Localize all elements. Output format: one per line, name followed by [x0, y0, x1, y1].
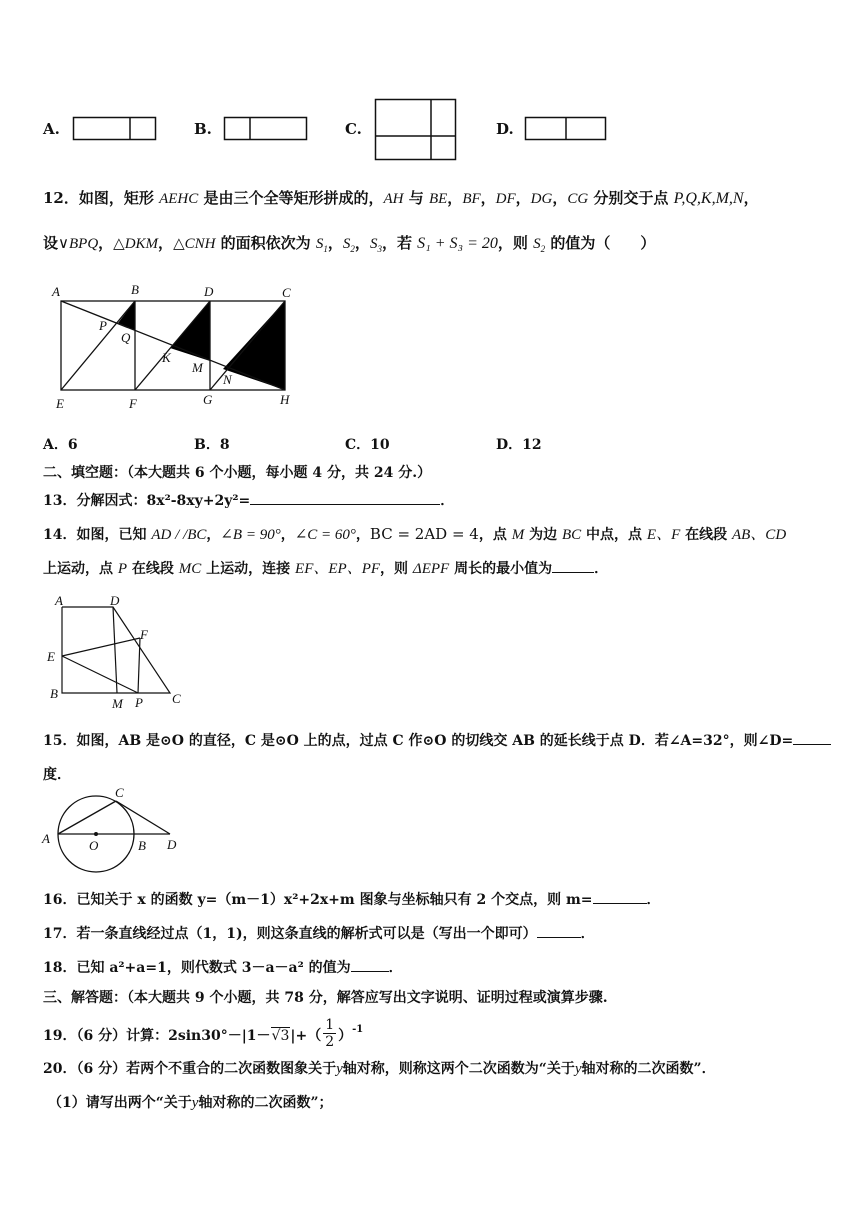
q12-text: 如图，矩形 — [78, 189, 160, 207]
q14-angle-b: ∠B = 90° — [220, 527, 281, 543]
q14-label-b: B — [50, 686, 58, 701]
q12-number: 12． — [43, 189, 79, 207]
q14-label-c: C — [172, 691, 181, 706]
q12-label-h: H — [280, 392, 290, 407]
q12-label-n: N — [223, 372, 232, 387]
q12-text: ，若 — [381, 234, 418, 252]
q20-y: y — [336, 1061, 343, 1077]
q14-label-a: A — [55, 593, 63, 608]
q12-text: 的面积依次为 — [215, 234, 316, 252]
q14-text: ，点 — [478, 527, 512, 543]
q12-label-c: C — [282, 285, 291, 300]
q12-option-b: B．8 — [194, 437, 230, 453]
q14-p: P — [117, 561, 128, 577]
section-2-heading: 二、填空题：（本大题共 6 个小题，每小题 4 分，共 24 分.） — [43, 465, 432, 481]
q14-ab-cd: AB、CD — [731, 527, 787, 543]
q15-text: 15．如图，AB 是⊙O 的直径，C 是⊙O 上的点，过点 C 作⊙O 的切线交 AB 的延长线于点 D．若∠A=32°，则∠D= — [43, 733, 794, 749]
q11-option-b-label: B. — [194, 120, 212, 138]
q12-text: ， — [480, 189, 496, 207]
q20-text: 轴对称，则称这两个二次函数为“关于 — [342, 1061, 575, 1077]
q12-label-b: B — [131, 282, 139, 297]
q12-text: ， — [447, 189, 463, 207]
q14-bc2: BC — [561, 527, 582, 543]
q12-text: ， — [158, 234, 174, 252]
q12-cnh: △CNH — [173, 236, 216, 252]
q19-text: 19．（6 分）计算：2sin30°－|1－ — [43, 1027, 271, 1044]
q12-dkm: △DKM — [113, 236, 159, 252]
q12-label-e: E — [56, 396, 64, 411]
q14-text: 上运动，连接 — [201, 561, 296, 577]
q20-text: （1）请写出两个“关于 — [48, 1095, 192, 1111]
q14-m: M — [511, 527, 525, 543]
q14-text: ， — [355, 527, 370, 543]
q20-text: 轴对称的二次函数”． — [581, 1061, 716, 1077]
q14-angle-c: ∠C = 60° — [294, 527, 356, 543]
q12-label-f: F — [129, 396, 137, 411]
q15-label-a: A — [42, 831, 50, 846]
q14-text: ， — [280, 527, 295, 543]
q12-s1: $S_1$ — [315, 236, 328, 254]
q12-text: 设 — [43, 234, 59, 252]
q12-label-m: M — [192, 360, 203, 375]
q14-text: 在线段 — [127, 561, 179, 577]
q12-option-c: C．10 — [345, 437, 390, 453]
q12-text: ， — [354, 234, 370, 252]
q18-end: ． — [388, 960, 403, 976]
q11-option-c-label: C. — [345, 120, 362, 138]
q13-text: 13．分解因式：8x²-8xy+2y²= — [43, 493, 251, 509]
q18-answer-blank[interactable] — [351, 970, 389, 972]
q12-text: 分别交于点 — [588, 189, 674, 207]
q12-be: BE — [428, 191, 448, 207]
q14-label-f: F — [140, 627, 148, 642]
q12-text: ， — [743, 189, 759, 207]
q12-points: P,Q,K,M,N — [673, 190, 744, 207]
q17-text: 17．若一条直线经过点（1，1)，则这条直线的解析式可以是（写出一个即可） — [43, 926, 537, 942]
q12-option-a: A．6 — [43, 437, 78, 453]
q18 — [43, 957, 403, 977]
q16 — [43, 889, 661, 909]
q12-text: ， — [515, 189, 531, 207]
q14-segments: EF、EP、PF — [295, 561, 381, 577]
q12-text: 的值为（ ） — [545, 234, 656, 252]
q12-ah: AH — [383, 191, 404, 207]
q12-option-d: D．12 — [496, 437, 542, 453]
q19-text: |+（ — [290, 1027, 322, 1044]
q12-text: ， — [98, 234, 114, 252]
q17 — [43, 923, 595, 943]
q12-text: ， — [327, 234, 343, 252]
q13-end: ． — [440, 493, 455, 509]
q16-text: 16．已知关于 x 的函数 y=（m－1）x²+2x+m 图象与坐标轴只有 2 个交点，则 m= — [43, 892, 593, 908]
q12-label-k: K — [162, 350, 171, 365]
q12-label-q: Q — [121, 330, 131, 345]
q17-answer-blank[interactable] — [537, 936, 581, 938]
q12-label-g: G — [203, 392, 213, 407]
q20-y: y — [574, 1061, 582, 1077]
q14-text: 周长的最小值为 — [449, 561, 553, 577]
q14-text: 上运动，点 — [43, 561, 118, 577]
q15-line2: 度． — [43, 767, 71, 783]
q14-text: 在线段 — [680, 527, 732, 543]
q11-option-a-label: A. — [43, 120, 60, 138]
q12-s2: $S_2$ — [342, 236, 355, 254]
q14-text: ，则 — [380, 561, 413, 577]
q17-end: ． — [580, 926, 595, 942]
q14-text: 中点，点 — [581, 527, 647, 543]
q14-text: ， — [206, 527, 221, 543]
q20-sub1 — [48, 1092, 333, 1112]
q11-option-d-label: D. — [496, 120, 514, 138]
q14-ad-bc: AD / /BC — [151, 527, 207, 543]
q12-dg: DG — [530, 191, 553, 207]
q12-equation: S₁ + S₃ = 20 — [417, 235, 498, 252]
q15-label-b: B — [138, 838, 146, 853]
q19-exponent: -1 — [352, 1023, 364, 1035]
q12-s2b: $S_2$ — [533, 236, 546, 254]
q14-label-m: M — [112, 696, 123, 711]
q12-label-a: A — [52, 284, 60, 299]
q14-ef: E、F — [646, 527, 681, 543]
q19 — [43, 1017, 363, 1053]
q14-label-d: D — [110, 593, 120, 608]
q19-fraction: $\frac{1}{2}$ — [325, 1017, 335, 1050]
q14-bc: BC = 2AD = 4 — [369, 525, 479, 543]
q12-text: 与 — [403, 189, 429, 207]
q14-label-e: E — [47, 649, 55, 664]
q14-label-p: P — [135, 695, 143, 710]
q16-answer-blank[interactable] — [593, 902, 647, 904]
q12-label-d: D — [204, 284, 214, 299]
q12-df: DF — [495, 191, 516, 207]
q18-text: 18．已知 a²+a=1，则代数式 3－a－a² 的值为 — [43, 960, 351, 976]
q20-text: 20．（6 分）若两个不重合的二次函数图象关于 — [43, 1061, 337, 1077]
q14-mc: MC — [178, 561, 202, 577]
q20-y: y — [191, 1095, 199, 1111]
q12-bpq: ∨BPQ — [58, 236, 99, 252]
q12-s3: $S_3$ — [369, 236, 382, 254]
q14-text: 为边 — [524, 527, 562, 543]
q16-end: ． — [646, 892, 661, 908]
q15-label-c: C — [115, 785, 124, 800]
q12-text: ，则 — [497, 234, 534, 252]
q12-aehc: AEHC — [159, 191, 199, 207]
q14-end: ． — [594, 561, 609, 577]
q12-text: 是由三个全等矩形拼成的， — [198, 189, 384, 207]
q19-text: ） — [338, 1027, 353, 1044]
q14-triangle: ΔEPF — [412, 561, 450, 577]
q20-line1 — [43, 1058, 716, 1078]
q15-label-o: O — [89, 838, 99, 853]
q14-text: 14．如图，已知 — [43, 527, 152, 543]
q19-sqrt: √3 — [271, 1027, 290, 1044]
q12-label-p: P — [99, 318, 107, 333]
q12-cg: CG — [567, 191, 589, 207]
q20-text: 轴对称的二次函数”； — [198, 1095, 333, 1111]
section-3-heading: 三、解答题：（本大题共 9 个小题，共 78 分，解答应写出文字说明、证明过程或演算步骤. — [43, 990, 608, 1006]
q12-text: ， — [552, 189, 568, 207]
q12-bf: BF — [462, 191, 481, 207]
q15-label-d: D — [167, 837, 177, 852]
